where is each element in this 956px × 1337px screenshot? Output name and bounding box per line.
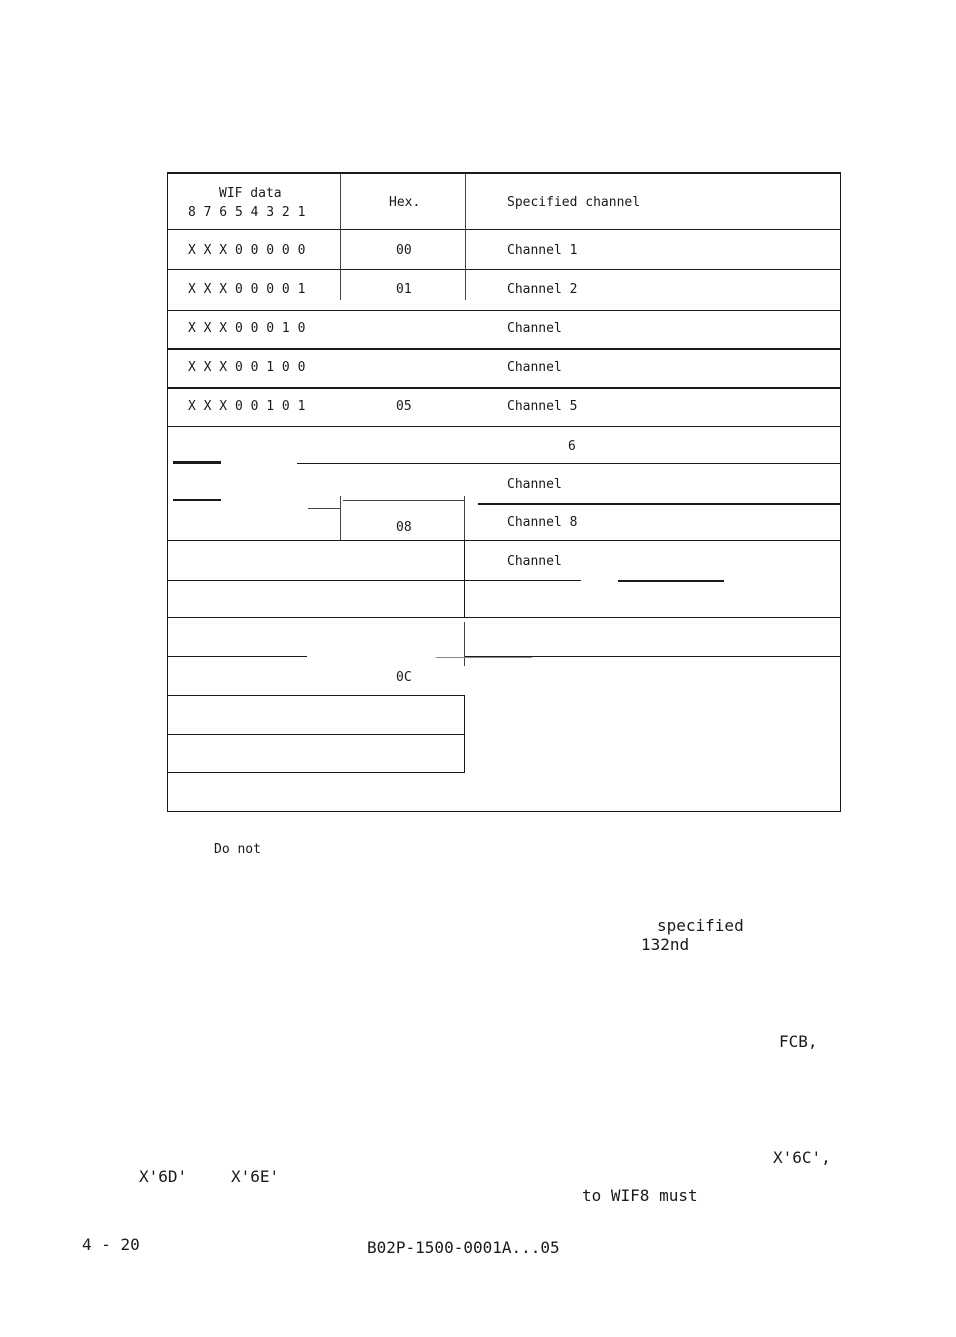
table-left-border <box>167 172 168 812</box>
table-row-wif: X X X 0 0 0 0 1 <box>188 282 306 297</box>
row-separator <box>167 695 465 696</box>
table-row-wif: X X X 0 0 1 0 0 <box>188 360 306 375</box>
row-separator <box>478 503 841 505</box>
column-divider <box>465 174 466 300</box>
table-top-border <box>167 172 841 174</box>
table-row-channel: Channel 5 <box>507 399 578 414</box>
row-separator <box>167 617 841 618</box>
table-row-wif: X X X 0 0 0 1 0 <box>188 321 306 336</box>
text-fragment-fcb: FCB, <box>779 1032 818 1051</box>
scan-mark <box>436 657 532 658</box>
column-divider <box>464 695 465 773</box>
table-row-hex: 00 <box>396 243 412 258</box>
table-row-hex: 01 <box>396 282 412 297</box>
row-separator <box>297 463 841 464</box>
column-divider <box>340 174 341 300</box>
table-row-channel: Channel <box>507 554 562 569</box>
row-separator <box>167 348 841 350</box>
row-separator <box>167 269 841 270</box>
row-separator <box>167 229 841 230</box>
scan-mark <box>173 499 221 501</box>
table-row-channel: Channel 1 <box>507 243 578 258</box>
row-separator <box>618 580 724 582</box>
table-row-hex: 05 <box>396 399 412 414</box>
page-number: 4 - 20 <box>82 1235 140 1254</box>
column-divider <box>464 496 465 540</box>
scan-mark <box>167 540 307 541</box>
header-bit-positions: 8 7 6 5 4 3 2 1 <box>188 205 306 220</box>
row-separator <box>167 656 307 657</box>
table-row-wif: X X X 0 0 0 0 0 <box>188 243 306 258</box>
row-separator <box>167 310 841 311</box>
row-separator <box>167 734 465 735</box>
header-wif-data: WIF data <box>219 186 282 201</box>
scan-mark <box>343 500 465 501</box>
table-row-channel: Channel <box>507 477 562 492</box>
table-row-channel: Channel <box>507 321 562 336</box>
text-fragment-specified: specified <box>657 916 744 935</box>
table-row-channel: Channel 8 <box>507 515 578 530</box>
table-row-hex: 08 <box>396 520 412 535</box>
table-bottom-border <box>167 811 841 812</box>
table-row-channel: Channel 2 <box>507 282 578 297</box>
row-separator <box>167 387 841 389</box>
scan-mark <box>308 508 340 509</box>
table-row-channel: Channel <box>507 360 562 375</box>
column-divider <box>340 496 341 540</box>
header-specified-channel: Specified channel <box>507 195 641 210</box>
text-fragment-x6c: X'6C', <box>773 1148 831 1167</box>
column-divider <box>464 622 465 666</box>
row-separator <box>167 772 465 773</box>
text-fragment-x6d: X'6D' <box>139 1167 188 1186</box>
row-separator <box>167 426 841 427</box>
table-row-hex: 0C <box>396 670 412 685</box>
column-divider <box>464 540 465 617</box>
document-number: B02P-1500-0001A...05 <box>367 1238 560 1257</box>
table-right-border <box>840 172 841 812</box>
table-note: Do not <box>214 842 261 857</box>
scan-mark <box>173 461 221 464</box>
row-separator <box>167 580 581 581</box>
text-fragment-132nd: 132nd <box>641 935 690 954</box>
table-row-channel: 6 <box>568 439 576 454</box>
table-row-wif: X X X 0 0 1 0 1 <box>188 399 306 414</box>
text-fragment-to-wif8-must: to WIF8 must <box>582 1186 698 1205</box>
text-fragment-x6e: X'6E' <box>231 1167 280 1186</box>
header-hex: Hex. <box>389 195 421 210</box>
